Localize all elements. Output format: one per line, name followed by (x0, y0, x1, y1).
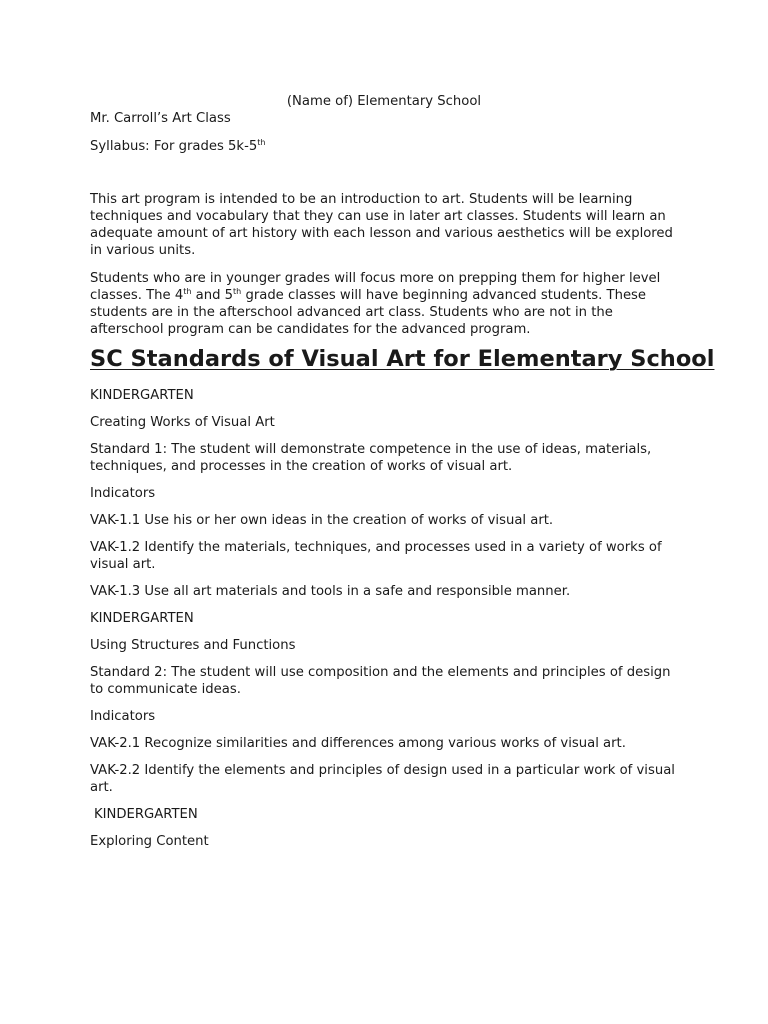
standard-statement: Standard 2: The student will use composition and the elements and principles of design to communicate ideas. (90, 665, 671, 697)
indicators-label: Indicators (90, 486, 156, 501)
syllabus-text: Syllabus: For grades 5k-5 (90, 139, 258, 154)
indicators-label: Indicators (90, 709, 156, 724)
grade-label: KINDERGARTEN (94, 807, 198, 822)
indicator-item: VAK-1.1 Use his or her own ideas in the creation of works of visual art. (90, 513, 554, 528)
syllabus-line (90, 138, 680, 155)
intro-paragraph-2-part-2: and 5 (191, 288, 234, 303)
intro-paragraph-2-sup-2: th (233, 287, 242, 296)
intro-paragraph-2 (90, 270, 680, 338)
strand-title: Creating Works of Visual Art (90, 415, 275, 430)
indicator-item: VAK-1.2 Identify the materials, techniques, and processes used in a variety of works of visual art. (90, 540, 662, 572)
indicator-item: VAK-2.2 Identify the elements and principles of design used in a particular work of visual art. (90, 763, 675, 795)
school-name: (Name of) Elementary School (286, 94, 482, 109)
intro-paragraph-1: This art program is intended to be an introduction to art. Students will be learning techniques and vocabulary that they can use in later art classes. Students will learn an adequate amount of art history with each lesson and various aesthetics will be explored in various units. (90, 192, 673, 258)
intro-paragraph-2-part-3: grade classes will have beginning advanced students. These students are in the afterschool advanced art class. Students who are not in the afterschool program can be candidates for the advanced program. (90, 288, 647, 337)
strand-title: Using Structures and Functions (90, 638, 296, 653)
grade-label: KINDERGARTEN (90, 611, 194, 626)
intro-paragraph-2-part-1: Students who are in younger grades will focus more on prepping them for higher level classes. The 4 (90, 271, 661, 303)
grade-label: KINDERGARTEN (90, 388, 194, 403)
intro-paragraph-2-sup-1: th (183, 287, 192, 296)
standards-heading: SC Standards of Visual Art for Elementary School (90, 346, 715, 372)
class-name: Mr. Carroll’s Art Class (90, 111, 231, 126)
indicator-item: VAK-2.1 Recognize similarities and differences among various works of visual art. (90, 736, 626, 751)
document-content (90, 93, 715, 860)
strand-title: Exploring Content (90, 834, 209, 849)
indicator-item: VAK-1.3 Use all art materials and tools in a safe and responsible manner. (90, 584, 571, 599)
standard-statement: Standard 1: The student will demonstrate competence in the use of ideas, materials, techniques, and processes in the creation of works of visual art. (90, 442, 652, 474)
syllabus-superscript: th (257, 138, 266, 147)
